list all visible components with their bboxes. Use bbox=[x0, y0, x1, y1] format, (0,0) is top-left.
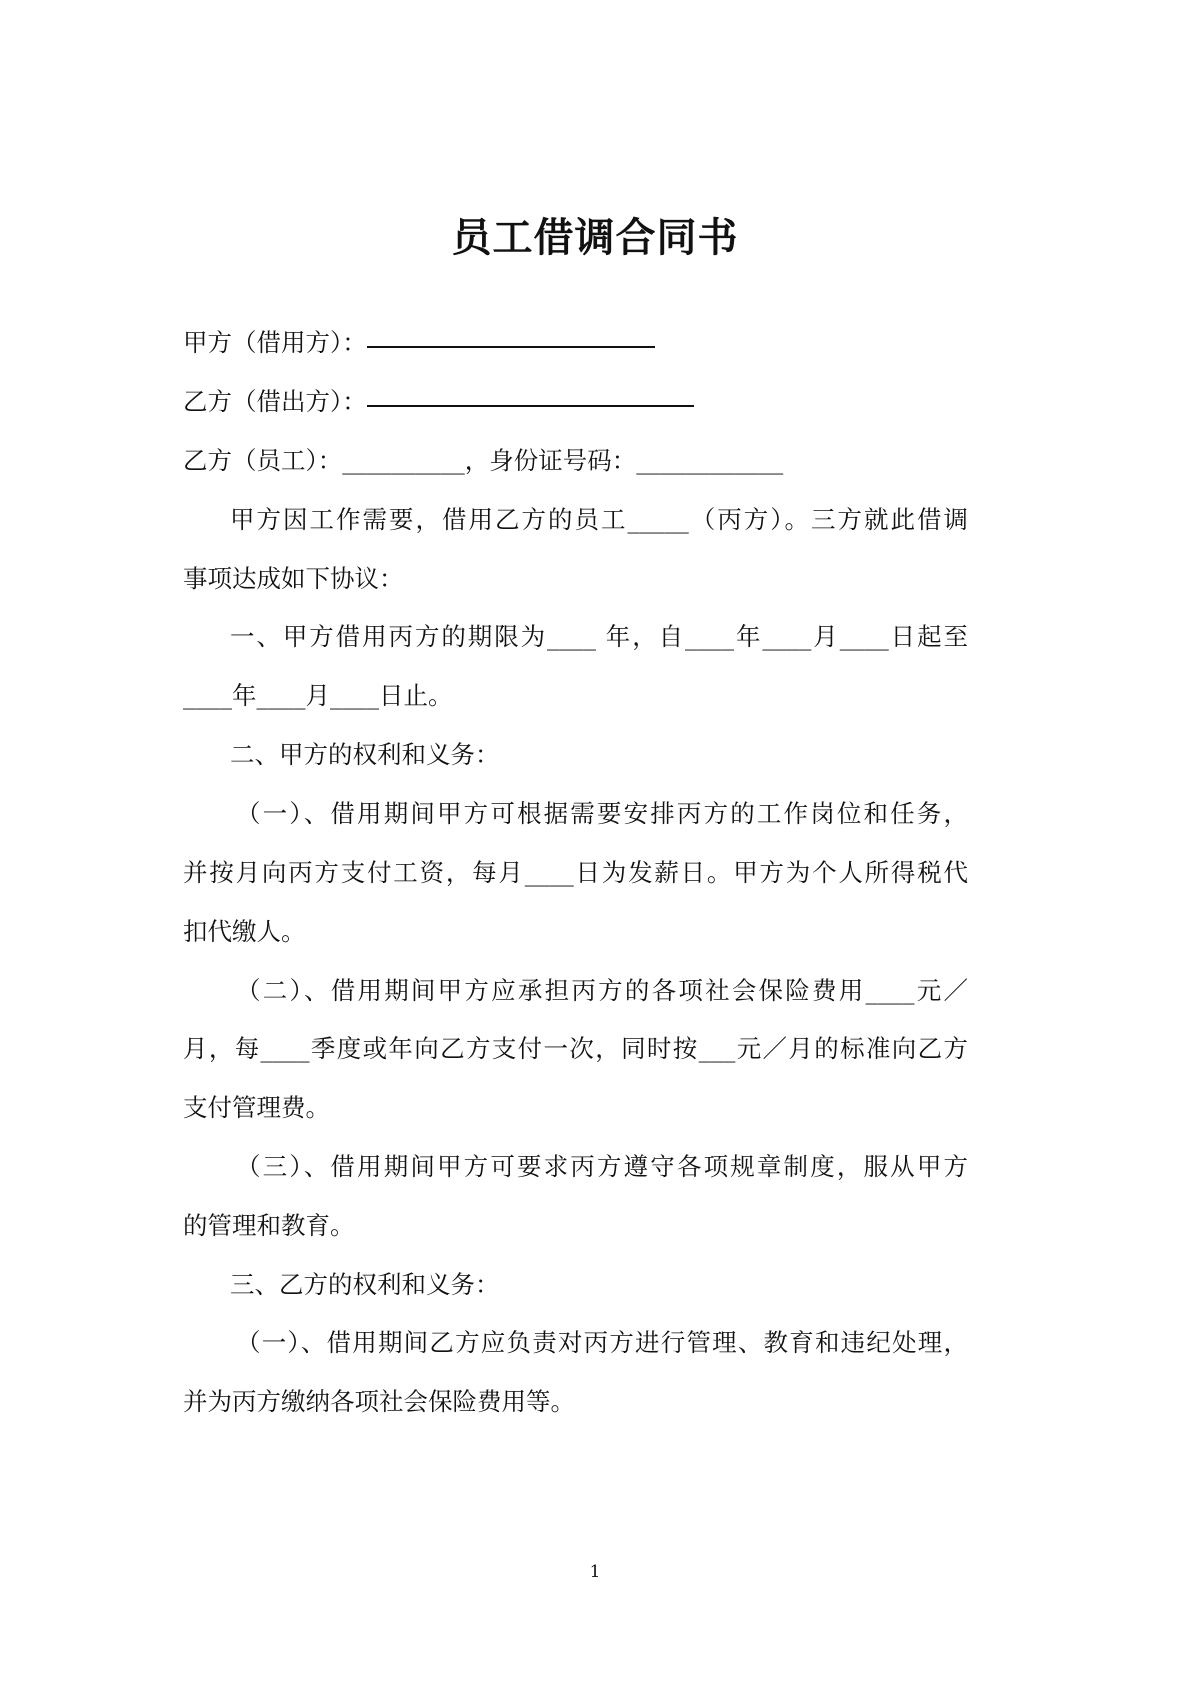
clause-3-1-line-2: 并为丙方缴纳各项社会保险费用等。 bbox=[183, 1387, 575, 1416]
clause-2-1-line-3: 扣代缴人。 bbox=[183, 917, 306, 946]
party-b-blank bbox=[367, 405, 694, 407]
clause-2-2-line-2: 月，每____季度或年向乙方支付一次，同时按___元／月的标准向乙方 bbox=[183, 1034, 968, 1063]
clause-2-2-line-1: （二）、借用期间甲方应承担丙方的各项社会保险费用____元／ bbox=[236, 976, 968, 1005]
clause-2-heading: 二、甲方的权利和义务： bbox=[230, 740, 500, 769]
clause-2-2-line-3: 支付管理费。 bbox=[183, 1093, 330, 1122]
party-a-label: 甲方（借用方）： bbox=[183, 328, 367, 357]
page-number: 1 bbox=[589, 1562, 601, 1582]
clause-3-1-line-1: （一）、借用期间乙方应负责对丙方进行管理、教育和违纪处理， bbox=[236, 1328, 968, 1357]
party-b-label: 乙方（借出方）： bbox=[183, 387, 367, 416]
clause-2-1-line-2: 并按月向丙方支付工资，每月____日为发薪日。甲方为个人所得税代 bbox=[183, 858, 968, 887]
clause-1-line-2: ____年____月____日止。 bbox=[183, 681, 453, 710]
party-a-line bbox=[183, 323, 1033, 363]
clause-2-1-line-1: （一）、借用期间甲方可根据需要安排丙方的工作岗位和任务， bbox=[236, 799, 968, 828]
document-title: 员工借调合同书 bbox=[451, 214, 739, 261]
intro-paragraph-line-2: 事项达成如下协议： bbox=[183, 564, 404, 593]
party-a-blank bbox=[367, 346, 655, 348]
clause-1-line-1: 一、甲方借用丙方的期限为____ 年，自____年____月____日起至 bbox=[230, 622, 968, 651]
intro-paragraph-line-1: 甲方因工作需要，借用乙方的员工_____（丙方）。三方就此借调 bbox=[230, 505, 968, 534]
employee-line: 乙方（员工）：__________，身份证号码：____________ bbox=[183, 446, 784, 475]
clause-3-heading: 三、乙方的权利和义务： bbox=[230, 1270, 500, 1299]
clause-2-3-line-2: 的管理和教育。 bbox=[183, 1211, 355, 1240]
party-b-line bbox=[183, 382, 1033, 422]
clause-2-3-line-1: （三）、借用期间甲方可要求丙方遵守各项规章制度，服从甲方 bbox=[236, 1152, 968, 1181]
